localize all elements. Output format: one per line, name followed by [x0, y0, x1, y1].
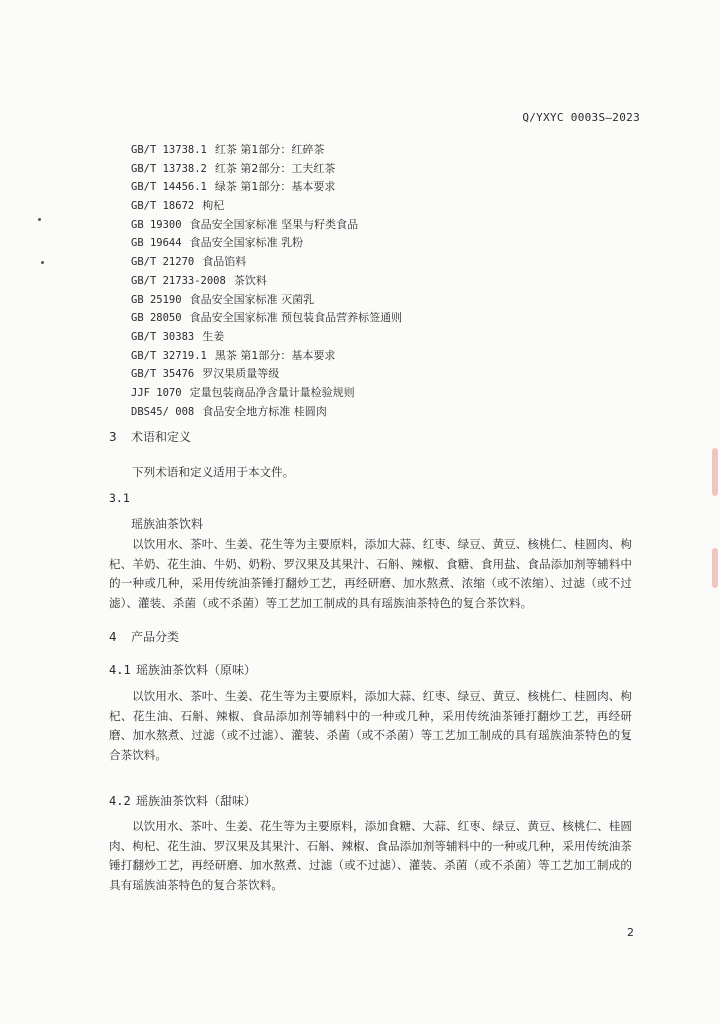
reference-item	[131, 234, 402, 253]
reference-code: GB/T 13738.2	[131, 162, 207, 175]
reference-item	[131, 347, 402, 366]
reference-item	[131, 403, 402, 422]
document-code: Q/YXYC 0003S—2023	[522, 111, 640, 124]
reference-item	[131, 272, 402, 291]
section-3-intro: 下列术语和定义适用于本文件。	[132, 465, 295, 479]
reference-title: 食品安全国家标准 乳粉	[189, 236, 304, 250]
reference-title: 生姜	[202, 329, 225, 343]
reference-title: 茶饮料	[233, 273, 267, 287]
subsection-4-2-number: 4.2	[109, 794, 131, 808]
reference-code: GB 19300	[131, 218, 182, 231]
term-number: 3.1	[109, 491, 130, 505]
section-3-title: 术语和定义	[131, 430, 192, 444]
scan-speck	[41, 261, 44, 264]
seal-stamp-edge	[712, 548, 718, 588]
reference-item	[131, 291, 402, 310]
reference-item	[131, 328, 402, 347]
section-3-number: 3	[109, 430, 117, 444]
reference-title: 食品安全国家标准 坚果与籽类食品	[189, 217, 359, 231]
reference-code: GB/T 14456.1	[131, 181, 207, 194]
term-name: 瑶族油茶饮料	[131, 517, 204, 531]
reference-item	[131, 178, 402, 197]
reference-title: 红茶 第1部分：红碎茶	[214, 143, 325, 156]
reference-code: JJF 1070	[131, 386, 182, 399]
subsection-4-2-title: 瑶族油茶饮料（甜味）	[136, 794, 257, 808]
normative-references-list	[131, 141, 402, 421]
reference-item	[131, 253, 402, 272]
subsection-4-2-heading	[109, 792, 256, 809]
reference-title: 绿茶 第1部分：基本要求	[214, 180, 336, 194]
seal-stamp-edge	[712, 448, 718, 496]
reference-item	[131, 197, 402, 216]
reference-code: GB/T 18672	[131, 200, 195, 213]
reference-title: 红茶 第2部分：工夫红茶	[214, 161, 336, 175]
reference-code: GB/T 30383	[131, 330, 195, 343]
reference-title: 罗汉果质量等级	[202, 367, 280, 381]
reference-code: GB 28050	[131, 312, 182, 325]
reference-code: GB/T 13738.1	[131, 144, 207, 156]
subsection-4-1-heading	[109, 661, 256, 678]
reference-code: GB/T 32719.1	[131, 349, 207, 362]
reference-code: GB 25190	[131, 293, 182, 306]
reference-code: GB/T 21733-2008	[131, 274, 226, 287]
reference-title: 食品安全地方标准 桂圆肉	[202, 404, 327, 418]
reference-title: 食品馅料	[202, 255, 247, 269]
reference-item	[131, 160, 402, 179]
section-4-heading	[109, 628, 179, 645]
subsection-4-2-text: 以饮用水、茶叶、生姜、花生等为主要原料，添加食糖、大蒜、红枣、绿豆、黄豆、核桃仁、桂圆肉、枸杞、花生油、罗汉果及其果汁、石斛、辣椒、食品添加剂等辅料中的一种或几种，采用传统油茶锤打翻炒工艺，再经研磨、加水熬煮、过滤（或不过滤）、灌装、杀菌（或不杀菌）等工艺加工制成的具有瑶族油茶特色的复合茶饮料。	[109, 819, 632, 892]
reference-code: GB/T 21270	[131, 256, 195, 269]
scan-speck	[38, 218, 41, 221]
reference-item	[131, 309, 402, 328]
subsection-4-1-number: 4.1	[109, 663, 131, 677]
section-4-title: 产品分类	[131, 630, 180, 644]
reference-title: 食品安全国家标准 灭菌乳	[189, 292, 315, 306]
reference-title: 食品安全国家标准 预包装食品营养标签通则	[189, 311, 403, 325]
reference-code: DBS45/ 008	[131, 405, 195, 418]
reference-title: 枸杞	[202, 199, 225, 213]
subsection-4-1-title: 瑶族油茶饮料（原味）	[136, 663, 257, 677]
reference-title: 定量包装商品净含量计量检验规则	[189, 385, 355, 399]
reference-title: 黑茶 第1部分：基本要求	[214, 348, 336, 362]
reference-item	[131, 365, 402, 384]
reference-item	[131, 384, 402, 403]
reference-code: GB 19644	[131, 237, 182, 250]
reference-item	[131, 216, 402, 235]
subsection-4-1-text: 以饮用水、茶叶、生姜、花生等为主要原料，添加大蒜、红枣、绿豆、黄豆、核桃仁、桂圆肉、枸杞、花生油、石斛、辣椒、食品添加剂等辅料中的一种或几种，采用传统油茶锤打翻炒工艺，再经研磨、加水熬煮、过滤（或不过滤）、灌装、杀菌（或不杀菌）等工艺加工制成的具有瑶族油茶特色的复合茶饮料。	[109, 689, 632, 762]
section-3-heading	[109, 428, 191, 445]
page-number: 2	[627, 926, 634, 939]
section-4-number: 4	[109, 630, 117, 644]
reference-item	[131, 141, 402, 160]
reference-code: GB/T 35476	[131, 368, 195, 381]
term-definition: 以饮用水、茶叶、生姜、花生等为主要原料，添加大蒜、红枣、绿豆、黄豆、核桃仁、桂圆肉、枸杞、羊奶、花生油、牛奶、奶粉、罗汉果及其果汁、石斛、辣椒、食糖、食用盐、食品添加剂等辅料中的一种或几种，采用传统油茶锤打翻炒工艺，再经研磨、加水熬煮、浓缩（或不浓缩）、过滤（或不过滤）、灌装、杀菌（或不杀菌）等工艺加工制成的具有瑶族油茶特色的复合茶饮料。	[109, 537, 632, 610]
